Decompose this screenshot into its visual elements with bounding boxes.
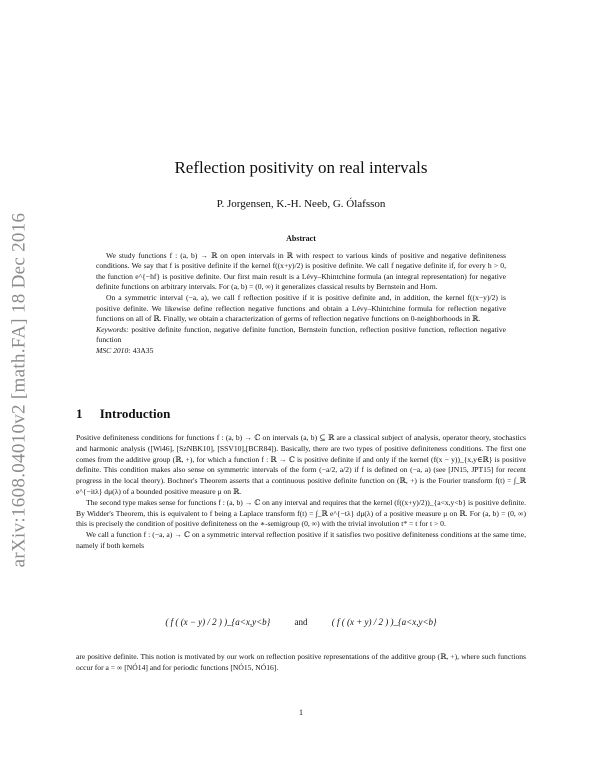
section-number: 1 <box>76 406 83 421</box>
introduction-tail <box>76 652 526 674</box>
page-number: 1 <box>299 708 303 717</box>
keywords-text: positive definite function, negative definite function, Bernstein function, reflection positive function, reflection negative function <box>96 324 506 345</box>
arxiv-identifier-stamp <box>4 180 34 600</box>
body-paragraph: The second type makes sense for functions f : (a, b) → ℂ on any interval and requires that the kernel (f((x+y)/2))_{a<x,y<b} is positive definite. By Widder's Theorem, this is equivalent to f being a Laplace transform f(t) = ∫_ℝ e^{−tλ} dμ(λ) of a positive measure μ on ℝ. For (a, b) = (0, ∞) this is precisely the condition of positive definiteness on the ∗-semigroup (0, ∞) with the trivial involution t* = t for t > 0. <box>76 497 526 529</box>
kernel-sum: ( f ( (x + y) / 2 ) )_{a<x,y<b} <box>331 617 437 627</box>
msc-line <box>96 346 506 357</box>
abstract-block <box>96 234 506 357</box>
body-paragraph-tail: are positive definite. This notion is motivated by our work on reflection positive representations of the additive group (ℝ, +), where such functions occur for a = ∞ [NÓ14] and for periodic functions [NÓ15, NÓ16]. <box>76 652 526 672</box>
msc-code: 43A35 <box>132 345 154 355</box>
abstract-paragraph: On a symmetric interval (−a, a), we call f reflection positive if it is positive definite and, in addition, the kernel f((x−y)/2) is positive definite. We likewise define reflection negative functions and obtain a Lévy–Khintchine formula for reflection negative functions on all of ℝ. Finally, we obtain a characterization of germs of reflection negative functions on 0-neighborhoods in ℝ. <box>96 292 506 324</box>
paper-authors: P. Jorgensen, K.-H. Neeb, G. Ólafsson <box>216 198 386 210</box>
section-heading <box>76 406 170 422</box>
paper-title: Reflection positivity on real intervals <box>174 158 428 177</box>
section-title: Introduction <box>99 406 171 421</box>
keywords-label: Keywords: <box>96 324 129 334</box>
body-paragraph: Positive definiteness conditions for functions f : (a, b) → ℂ on intervals (a, b) ⊆ ℝ are a classical subject of analysis, operator theory, stochastics and harmonic analysis ([Wi46], [SzNBK10], [SSV10],[BCR84]). Basically, there are two types of positive definiteness conditions. The first one comes from the additive group (ℝ, +), for which a function f : ℝ → ℂ is positive definite if and only if the kernel (f(x − y))_{x,y∈ℝ} is positive definite. This condition makes also sense on symmetric intervals of the form (−a/2, a/2) if f is defined on (−a, a) (see [JN15, JPT15] for recent progress in the local theory). Bochner's Theorem asserts that a continuous positive definite function on (ℝ, +) is the Fourier transform f(t) = ∫_ℝ e^{−itλ} dμ(λ) of a bounded positive measure μ on ℝ. <box>76 433 526 496</box>
display-equation <box>76 617 526 627</box>
kernel-difference: ( f ( (x − y) / 2 ) )_{a<x,y<b} <box>165 617 271 627</box>
abstract-heading: Abstract <box>286 234 316 243</box>
equation-and: and <box>294 617 308 627</box>
msc-label: MSC 2010: <box>96 345 131 355</box>
introduction-body <box>76 433 526 552</box>
keywords-line <box>96 325 506 346</box>
arxiv-identifier-text: arXiv:1608.04010v2 [math.FA] 18 Dec 2016 <box>8 212 29 568</box>
body-paragraph: We call a function f : (−a, a) → ℂ on a symmetric interval reflection positive if it satisfies two positive definiteness conditions at the same time, namely if both kernels <box>76 530 526 550</box>
abstract-paragraph: We study functions f : (a, b) → ℝ on open intervals in ℝ with respect to various kinds of positive and negative definiteness conditions. We say that f is positive definite if the kernel f((x+y)/2) is positive definite. We call f negative definite if, for every h > 0, the function e^{−hf} is positive definite. Our first main result is a Lévy–Khintchine formula (an integral representation) for negative definite functions on arbitrary intervals. For (a, b) = (0, ∞) it generalizes classical results by Bernstein and Horn. <box>96 250 506 292</box>
